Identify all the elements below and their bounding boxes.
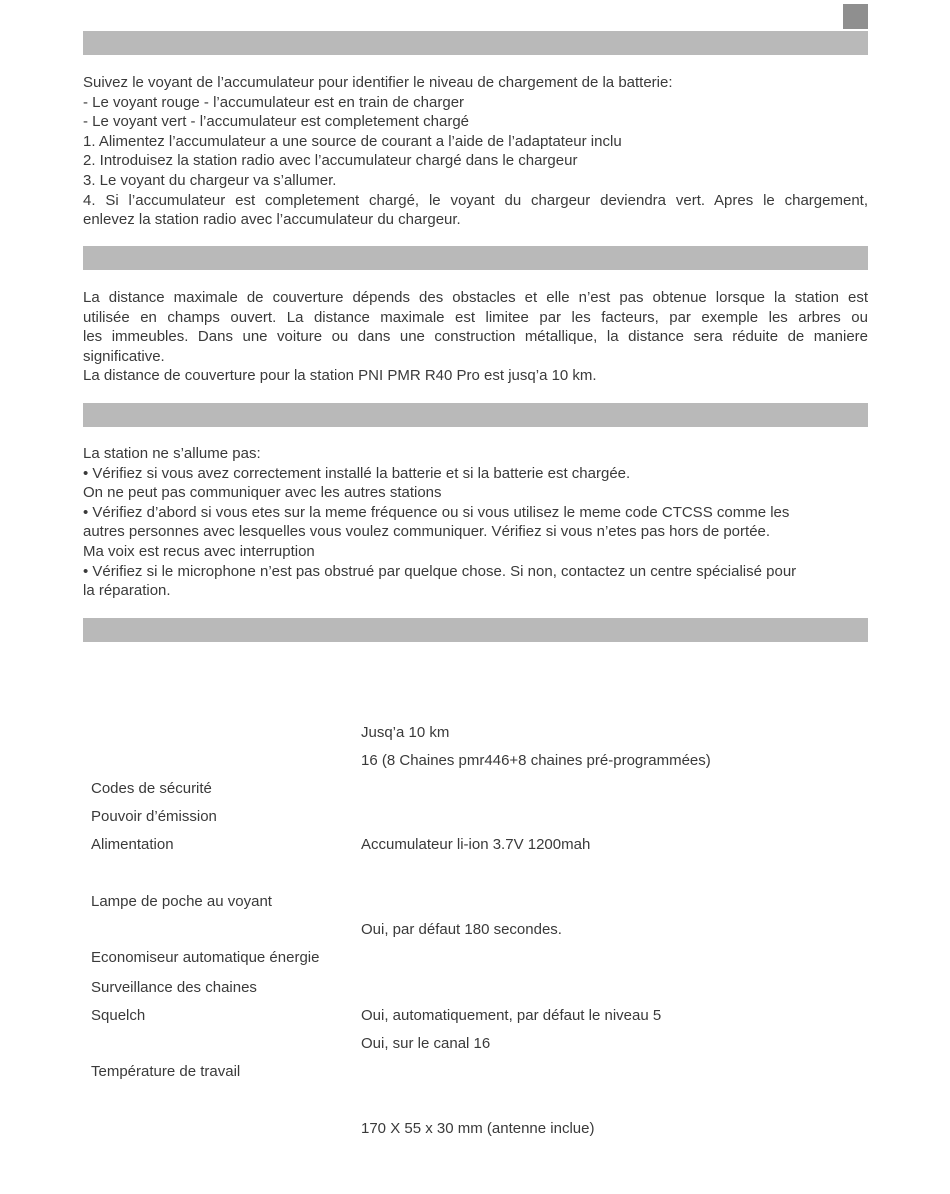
section-depannage-text [83,444,868,601]
spec-row [0,808,950,828]
spec-label: Surveillance des chaines [91,979,257,996]
text-line: les immeubles. Dans une voiture ou dans une construction métallique, la distance sera réduite de maniere [83,328,868,346]
spec-row [0,724,950,744]
text-line: - Le voyant vert - l’accumulateur est completement chargé [83,113,470,131]
text-line: enlevez la station radio avec l’accumulateur du chargeur. [83,211,461,229]
spec-label: Pouvoir d’émission [91,808,217,825]
text-line: autres personnes avec lesquelles vous voulez communiquer. Vérifiez si vous n’etes pas hors de portée. [83,523,771,541]
text-line: On ne peut pas communiquer avec les autres stations [83,484,442,502]
spec-value: 170 X 55 x 30 mm (antenne inclue) [361,1120,595,1137]
spec-label: Squelch [91,1007,146,1024]
spec-label: Economiseur automatique énergie [91,949,320,966]
section-header-bar-specs [83,618,868,642]
spec-label: Alimentation [91,836,174,853]
spec-value: Oui, automatiquement, par défaut le niveau 5 [361,1007,662,1024]
section-header-bar-depannage [83,403,868,427]
text-line: La distance maximale de couverture dépends des obstacles et elle n’est pas obtenue lorsque la station est [83,289,868,306]
text-line: la réparation. [83,582,171,600]
text-line: 1. Alimentez l’accumulateur a une source de courant a l’aide de l’adaptateur inclu [83,132,622,150]
section-charge-text [83,73,868,230]
spec-value: Accumulateur li-ion 3.7V 1200mah [361,836,591,853]
text-line: • Vérifiez si le microphone n’est pas obstrué par quelque chose. Si non, contactez un centre spécialisé pour [83,562,797,580]
spec-label: Codes de sécurité [91,780,212,797]
text-line: • Vérifiez d’abord si vous etes sur la meme fréquence ou si vous utilisez le meme code CTCSS comme les [83,503,790,521]
spec-value: Oui, sur le canal 16 [361,1035,491,1052]
spec-label: Lampe de poche au voyant [91,893,272,910]
spec-value: Jusq’a 10 km [361,724,450,741]
section-header-bar-distance [83,246,868,270]
section-distance-text [83,288,868,386]
spec-row [0,752,950,772]
text-line: 3. Le voyant du chargeur va s’allumer. [83,171,337,189]
text-line: 4. Si l’accumulateur est completement chargé, le voyant du chargeur deviendra vert. Apres le chargement, [83,191,868,209]
spec-row [0,1063,950,1083]
text-line: significative. [83,347,165,365]
text-line: - Le voyant rouge - l’accumulateur est en train de charger [83,93,465,111]
text-line: utilisée en champs ouvert. La distance maximale est limitee par les facteurs, par exemple les arbres ou [83,308,868,326]
spec-row [0,1120,950,1140]
text-line: Suivez le voyant de l’accumulateur pour identifier le niveau de chargement de la batterie: [83,74,673,91]
spec-value: Oui, par défaut 180 secondes. [361,921,562,938]
page-corner-marker [843,4,868,29]
spec-row [0,921,950,941]
text-line: La station ne s’allume pas: [83,445,261,462]
text-line: 2. Introduisez la station radio avec l’accumulateur chargé dans le chargeur [83,152,578,170]
text-line: Ma voix est recus avec interruption [83,542,315,560]
spec-value: 16 (8 Chaines pmr446+8 chaines pré-programmées) [361,752,711,769]
spec-row [0,780,950,800]
spec-row [0,1035,950,1055]
spec-row [0,893,950,913]
text-line: La distance de couverture pour la station PNI PMR R40 Pro est jusq’a 10 km. [83,367,597,385]
spec-row [0,1007,950,1027]
spec-row [0,836,950,856]
section-header-bar-charge [83,31,868,55]
text-line: • Vérifiez si vous avez correctement installé la batterie et si la batterie est chargée. [83,464,631,482]
spec-label: Température de travail [91,1063,241,1080]
spec-row [0,979,950,999]
spec-row [0,949,950,969]
